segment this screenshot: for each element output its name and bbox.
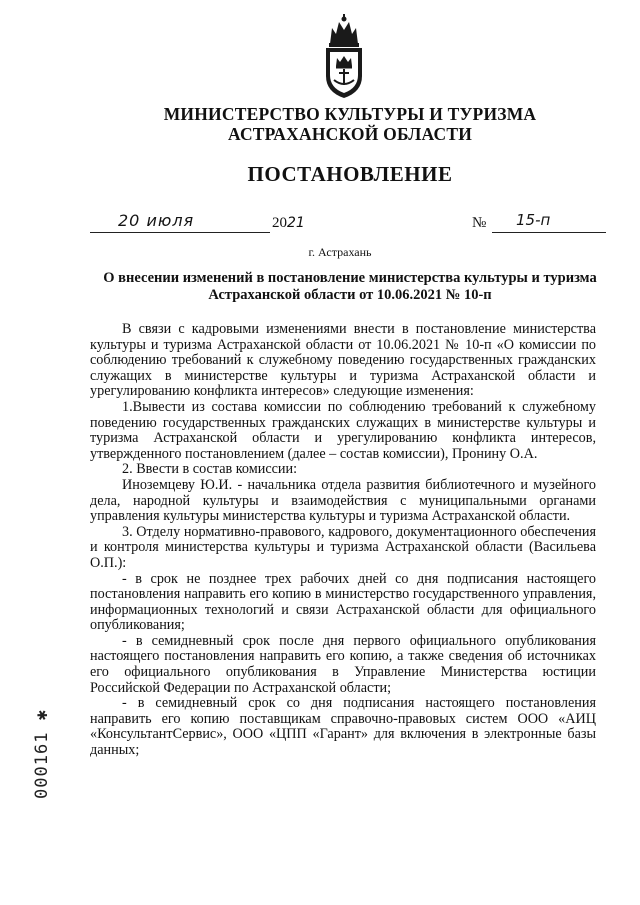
body-paragraph: Иноземцеву Ю.И. - начальника отдела развития библиотечного и музейного дела, народной культуры и взаимодействия с муниципальными органами управления культуры министерства культуры и туризма Астраханской области. [90, 476, 596, 525]
body-paragraph: 3. Отделу нормативно-правового, кадрового, документационного обеспечения и контроля министерства культуры и туризма Астраханской области (Васильева О.П.): [90, 523, 596, 571]
handwritten-date: 20 июля [118, 211, 195, 230]
document-type-title: ПОСТАНОВЛЕНИЕ [247, 162, 453, 186]
document-body [90, 322, 596, 759]
ministry-name-line1: МИНИСТЕРСТВО КУЛЬТУРЫ И ТУРИЗМА [163, 104, 537, 124]
year-handwritten: 21 [287, 215, 305, 231]
body-paragraph: - в семидневный срок после дня первого официального опубликования настоящего постановления направить его копию, а также сведения об источниках его официального опубликования в Управление Министерства юстиции Российской Федерации по Астраханской области; [90, 632, 596, 696]
ministry-name-line2: АСТРАХАНСКОЙ ОБЛАСТИ [227, 124, 473, 144]
city-label: г. Астрахань [308, 245, 372, 259]
registration-stamp [30, 706, 54, 806]
coat-of-arms-icon [322, 14, 366, 100]
year-printed: 20 [272, 215, 287, 231]
number-label: № [472, 215, 487, 231]
body-paragraph: - в срок не позднее трех рабочих дней со дня подписания настоящего постановления направить его копию в министерство государственного управления, информационных технологий и связи Астраханской области для официального опубликования; [90, 570, 596, 634]
handwritten-number: 15-п [516, 211, 551, 229]
body-paragraph: 2. Ввести в состав комиссии: [122, 461, 298, 478]
year-field [272, 215, 305, 232]
body-paragraph: 1.Вывести из состава комиссии по соблюдению требований к служебному поведению государственных гражданских служащих в министерстве культуры и туризма Астраханской области и урегулированию конфликта интересов, утвержденного постановлением (далее – состав комиссии), Пронину О.А. [90, 398, 596, 462]
body-paragraph: - в семидневный срок со дня подписания настоящего постановления направить его копию поставщикам справочно-правовых систем ООО «АИЦ «КонсультантСервис», ООО «ЦПП «Гарант» для включения в электронные базы данных; [90, 695, 596, 759]
document-subject: О внесении изменений в постановление министерства культуры и туризма Астраханской области от 10.06.2021 № 10-п [103, 270, 597, 303]
body-paragraph: В связи с кадровыми изменениями внести в постановление министерства культуры и туризма Астраханской области от 10.06.2021 № 10-п «О комиссии по соблюдению требований к служебному поведению государственных гражданских служащих в министерстве культуры и туризма Астраханской области и урегулированию конфликта интересов» следующие изменения: [90, 321, 596, 400]
registration-number: 000161 ✱ [32, 709, 52, 799]
